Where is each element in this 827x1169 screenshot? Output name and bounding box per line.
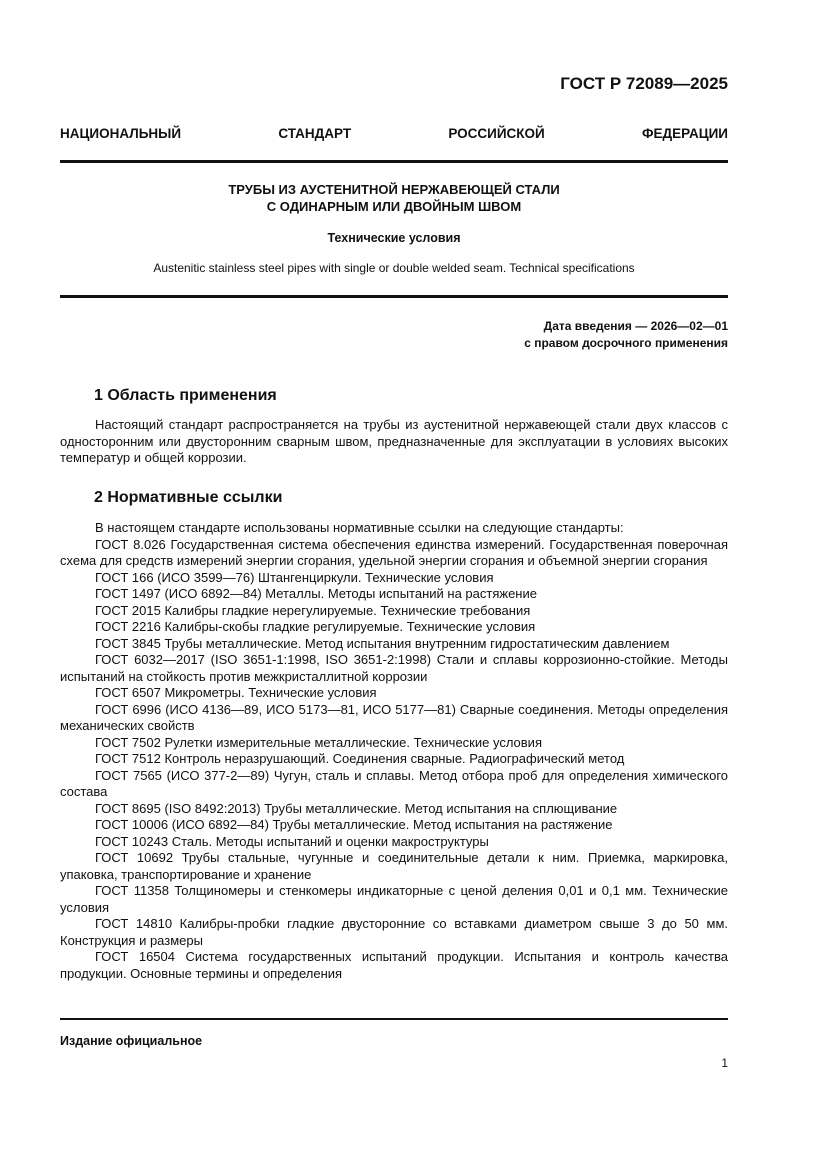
document-title-line-1: ТРУБЫ ИЗ АУСТЕНИТНОЙ НЕРЖАВЕЮЩЕЙ СТАЛИ: [228, 182, 560, 197]
section-1-paragraph: Настоящий стандарт распространяется на трубы из аустенитной нержавеющей стали двух классов с односторонним или двусторонним сварным швом, предназначенные для эксплуатации в условиях высоких температур и общей коррозии.: [60, 417, 728, 465]
national-standard-title: НАЦИОНАЛЬНЫЙ СТАНДАРТ РОССИЙСКОЙ ФЕДЕРАЦИИ: [60, 126, 728, 141]
section-1-body: [60, 417, 728, 467]
document-title-line-2: С ОДИНАРНЫМ ИЛИ ДВОЙНЫМ ШВОМ: [266, 199, 522, 214]
reference-item: ГОСТ 8695 (ISO 8492:2013) Трубы металлические. Метод испытания на сплющивание: [95, 800, 618, 816]
reference-item: ГОСТ 2216 Калибры-скобы гладкие регулируемые. Технические условия: [95, 619, 536, 634]
reference-item: ГОСТ 14810 Калибры-пробки гладкие двусторонние со вставками диаметром свыше 3 до 50 мм. Конструкция и размеры: [60, 916, 728, 948]
reference-item: ГОСТ 3845 Трубы металлические. Метод испытания внутренним гидростатическим давлением: [95, 635, 670, 651]
reference-item: ГОСТ 2015 Калибры гладкие нерегулируемые. Технические требования: [95, 602, 531, 618]
header-rule: [60, 160, 728, 163]
reference-item: ГОСТ 10243 Сталь. Методы испытаний и оценки макроструктуры: [95, 833, 489, 849]
introduction-date: [524, 318, 728, 352]
reference-item: ГОСТ 16504 Система государственных испытаний продукции. Испытания и контроль качества продукции. Основные термины и определения: [60, 949, 728, 981]
reference-item: ГОСТ 8.026 Государственная система обеспечения единства измерений. Государственная поверочная схема для средств измерений энергии сгорания, удельной энергии сгорания и объемной энергии сгорания: [60, 536, 728, 568]
reference-item: ГОСТ 7502 Рулетки измерительные металлические. Технические условия: [95, 734, 542, 750]
introduction-date-line: Дата введения — 2026—02—01: [543, 319, 728, 333]
reference-item: ГОСТ 6032—2017 (ISO 3651-1:1998, ISO 3651-2:1998) Стали и сплавы коррозионно-стойкие. Методы испытаний на стойкость против межкристаллитной коррозии: [60, 652, 728, 684]
footer-rule: [60, 1018, 728, 1020]
english-title: Austenitic stainless steel pipes with single or double welded seam. Technical specifications: [153, 261, 635, 275]
document-subtitle: Технические условия: [327, 231, 461, 245]
title-rule: [60, 295, 728, 298]
reference-item: ГОСТ 1497 (ИСО 6892—84) Металлы. Методы испытаний на растяжение: [95, 586, 537, 601]
reference-item: ГОСТ 6996 (ИСО 4136—89, ИСО 5173—81, ИСО 5177—81) Сварные соединения. Методы определения механических свойств: [60, 701, 728, 733]
page-number: 1: [721, 1056, 728, 1070]
official-edition-label: Издание официальное: [60, 1034, 203, 1048]
early-application-line: с правом досрочного применения: [524, 336, 728, 350]
normative-references: [60, 520, 728, 982]
section-2-intro: В настоящем стандарте использованы нормативные ссылки на следующие стандарты:: [95, 520, 624, 535]
reference-item: ГОСТ 7565 (ИСО 377-2—89) Чугун, сталь и сплавы. Метод отбора проб для определения химического состава: [60, 767, 728, 799]
reference-item: ГОСТ 10006 (ИСО 6892—84) Трубы металлические. Метод испытания на растяжение: [95, 817, 613, 832]
reference-item: ГОСТ 7512 Контроль неразрушающий. Соединения сварные. Радиографический метод: [95, 751, 625, 766]
document-title: [60, 181, 728, 215]
section-1-heading: 1 Область применения: [94, 387, 277, 404]
reference-item: ГОСТ 6507 Микрометры. Технические условия: [95, 685, 377, 700]
reference-item: ГОСТ 166 (ИСО 3599—76) Штангенциркули. Технические условия: [95, 569, 494, 585]
reference-item: ГОСТ 10692 Трубы стальные, чугунные и соединительные детали к ним. Приемка, маркировка, упаковка, транспортирование и хранение: [60, 850, 728, 882]
reference-item: ГОСТ 11358 Толщиномеры и стенкомеры индикаторные с ценой деления 0,01 и 0,1 мм. Технические условия: [60, 883, 728, 915]
section-2-heading: 2 Нормативные ссылки: [94, 489, 283, 506]
standard-number: ГОСТ Р 72089—2025: [560, 74, 728, 93]
